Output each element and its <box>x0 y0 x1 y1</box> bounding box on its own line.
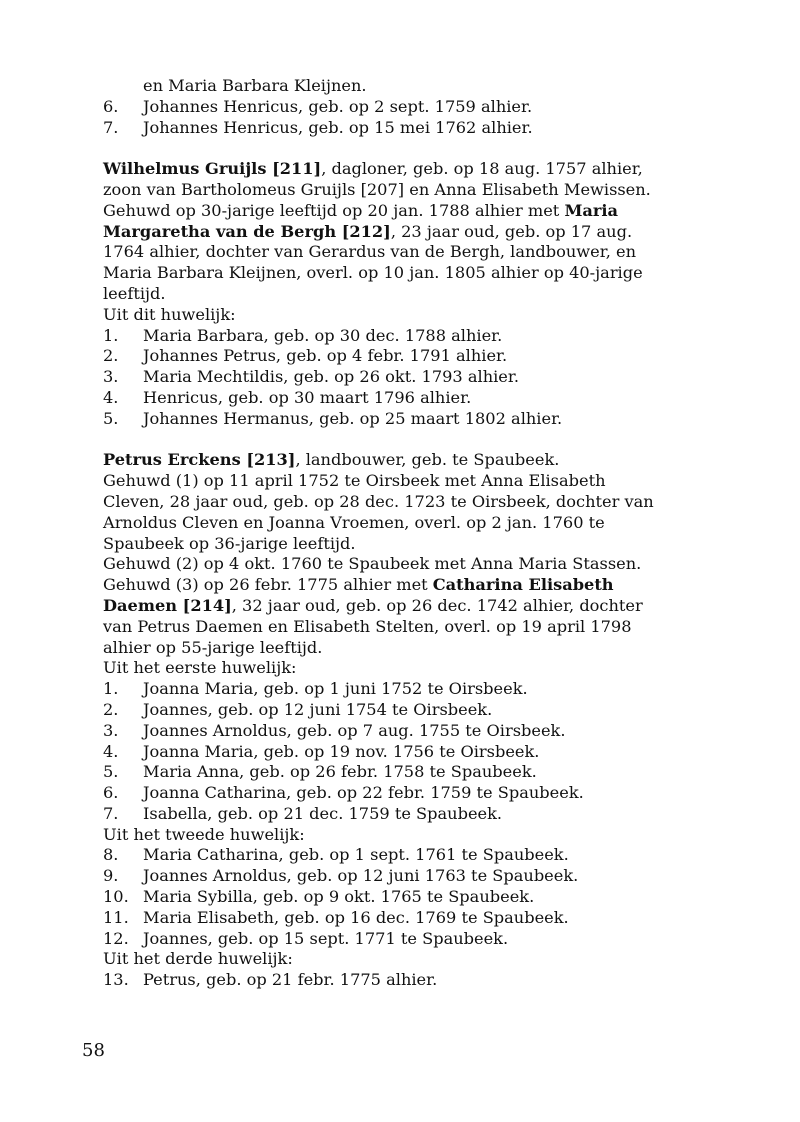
item-number: 12. <box>103 928 129 948</box>
list-item <box>103 326 703 347</box>
item-number: 2. <box>103 346 119 366</box>
item-text: Petrus, geb. op 21 febr. 1775 alhier. <box>143 970 438 990</box>
item-text: Joanna Maria, geb. op 19 nov. 1756 te Oirsbeek. <box>143 741 540 761</box>
marriage-label: Uit het tweede huwelijk: <box>103 824 305 844</box>
entry-text: , 32 jaar oud, geb. op 26 dec. 1742 alhier, dochter <box>231 595 643 615</box>
item-text: Johannes Henricus, geb. op 15 mei 1762 alhier. <box>143 117 533 137</box>
list-item <box>103 762 703 783</box>
item-number: 6. <box>103 96 119 116</box>
entry-line: Gehuwd (1) op 11 april 1752 te Oirsbeek met Anna Elisabeth <box>103 471 606 491</box>
entry-line <box>103 159 703 180</box>
item-text: Maria Catharina, geb. op 1 sept. 1761 te Spaubeek. <box>143 845 569 865</box>
entry-text: , 23 jaar oud, geb. op 17 aug. <box>390 221 633 241</box>
item-number: 5. <box>103 762 119 782</box>
person-name: Wilhelmus Gruijls [211] <box>103 159 322 179</box>
entry-text: Gehuwd op 30-jarige leeftijd op 20 jan. 1788 alhier met <box>103 200 565 220</box>
document-page <box>103 76 703 991</box>
list-item <box>103 367 703 388</box>
item-number: 1. <box>103 325 119 345</box>
person-name: Daemen [214] <box>103 595 232 615</box>
entry-line <box>103 450 703 471</box>
item-text: Johannes Henricus, geb. op 2 sept. 1759 alhier. <box>143 96 533 116</box>
entry-line: zoon van Bartholomeus Gruijls [207] en Anna Elisabeth Mewissen. <box>103 179 651 199</box>
continuation-line: en Maria Barbara Kleijnen. <box>143 76 367 95</box>
item-text: Maria Elisabeth, geb. op 16 dec. 1769 te Spaubeek. <box>143 907 569 927</box>
list-item <box>103 118 703 139</box>
item-number: 13. <box>103 970 129 990</box>
list-item <box>103 887 703 908</box>
item-text: Joanna Maria, geb. op 1 juni 1752 te Oirsbeek. <box>143 679 528 699</box>
person-name: Petrus Erckens [213] <box>103 450 296 470</box>
list-item <box>103 908 703 929</box>
item-number: 10. <box>103 887 129 907</box>
marriage-label: Uit het eerste huwelijk: <box>103 658 297 678</box>
list-item <box>103 929 703 950</box>
item-text: Johannes Hermanus, geb. op 25 maart 1802 alhier. <box>143 408 563 428</box>
person-name: Maria <box>564 200 619 220</box>
item-text: Isabella, geb. op 21 dec. 1759 te Spaubeek. <box>143 803 503 823</box>
entry-line: van Petrus Daemen en Elisabeth Stelten, overl. op 19 april 1798 <box>103 616 632 636</box>
paragraph-gap <box>103 430 703 451</box>
marriage-label: Uit het derde huwelijk: <box>103 949 293 969</box>
item-number: 2. <box>103 699 119 719</box>
entry-line <box>103 575 703 596</box>
item-text: Maria Anna, geb. op 26 febr. 1758 te Spaubeek. <box>143 762 537 782</box>
entry-text: Gehuwd (3) op 26 febr. 1775 alhier met <box>103 575 433 595</box>
list-item <box>103 409 703 430</box>
item-number: 3. <box>103 720 119 740</box>
item-number: 4. <box>103 387 119 407</box>
entry-line: 1764 alhier, dochter van Gerardus van de Bergh, landbouwer, en <box>103 242 636 262</box>
entry-line <box>103 596 703 617</box>
entry-line: Cleven, 28 jaar oud, geb. op 28 dec. 1723 te Oirsbeek, dochter van <box>103 491 654 511</box>
entry-line <box>103 201 703 222</box>
list-item <box>103 970 703 991</box>
page-number: 58 <box>82 1040 105 1061</box>
marriage-label: Uit dit huwelijk: <box>103 304 236 324</box>
entry-line: alhier op 55-jarige leeftijd. <box>103 637 323 657</box>
list-item <box>103 346 703 367</box>
item-text: Henricus, geb. op 30 maart 1796 alhier. <box>143 387 472 407</box>
item-text: Joanna Catharina, geb. op 22 febr. 1759 te Spaubeek. <box>143 783 584 803</box>
item-text: Joannes, geb. op 12 juni 1754 te Oirsbeek. <box>143 699 493 719</box>
item-text: Maria Sybilla, geb. op 9 okt. 1765 te Spaubeek. <box>143 887 535 907</box>
item-number: 5. <box>103 408 119 428</box>
item-number: 7. <box>103 803 119 823</box>
item-text: Joannes Arnoldus, geb. op 12 juni 1763 te Spaubeek. <box>143 866 579 886</box>
entry-line: Spaubeek op 36-jarige leeftijd. <box>103 533 356 553</box>
entry-line: Gehuwd (2) op 4 okt. 1760 te Spaubeek met Anna Maria Stassen. <box>103 554 642 574</box>
item-number: 1. <box>103 679 119 699</box>
entry-text: , landbouwer, geb. te Spaubeek. <box>295 450 560 470</box>
item-text: Joannes Arnoldus, geb. op 7 aug. 1755 te Oirsbeek. <box>143 720 566 740</box>
list-item <box>103 742 703 763</box>
item-number: 7. <box>103 117 119 137</box>
list-item <box>103 700 703 721</box>
item-number: 9. <box>103 866 119 886</box>
entry-line: leeftijd. <box>103 283 166 303</box>
list-item <box>103 721 703 742</box>
entry-line: Arnoldus Cleven en Joanna Vroemen, overl. op 2 jan. 1760 te <box>103 512 605 532</box>
item-number: 11. <box>103 907 129 927</box>
list-item <box>103 804 703 825</box>
item-number: 6. <box>103 783 119 803</box>
item-number: 3. <box>103 367 119 387</box>
paragraph-gap <box>103 138 703 159</box>
list-item <box>103 97 703 118</box>
item-number: 8. <box>103 845 119 865</box>
item-text: Johannes Petrus, geb. op 4 febr. 1791 alhier. <box>143 346 508 366</box>
entry-text: , dagloner, geb. op 18 aug. 1757 alhier, <box>321 159 643 179</box>
list-item <box>103 679 703 700</box>
item-number: 4. <box>103 741 119 761</box>
list-item <box>103 866 703 887</box>
list-item <box>103 783 703 804</box>
entry-line: Maria Barbara Kleijnen, overl. op 10 jan. 1805 alhier op 40-jarige <box>103 263 643 283</box>
person-name: Margaretha van de Bergh [212] <box>103 221 391 241</box>
person-name: Catharina Elisabeth <box>432 575 614 595</box>
entry-line <box>103 222 703 243</box>
list-item <box>103 388 703 409</box>
item-text: Maria Barbara, geb. op 30 dec. 1788 alhier. <box>143 325 503 345</box>
item-text: Joannes, geb. op 15 sept. 1771 te Spaubeek. <box>143 928 509 948</box>
item-text: Maria Mechtildis, geb. op 26 okt. 1793 alhier. <box>143 367 519 387</box>
list-item <box>103 845 703 866</box>
